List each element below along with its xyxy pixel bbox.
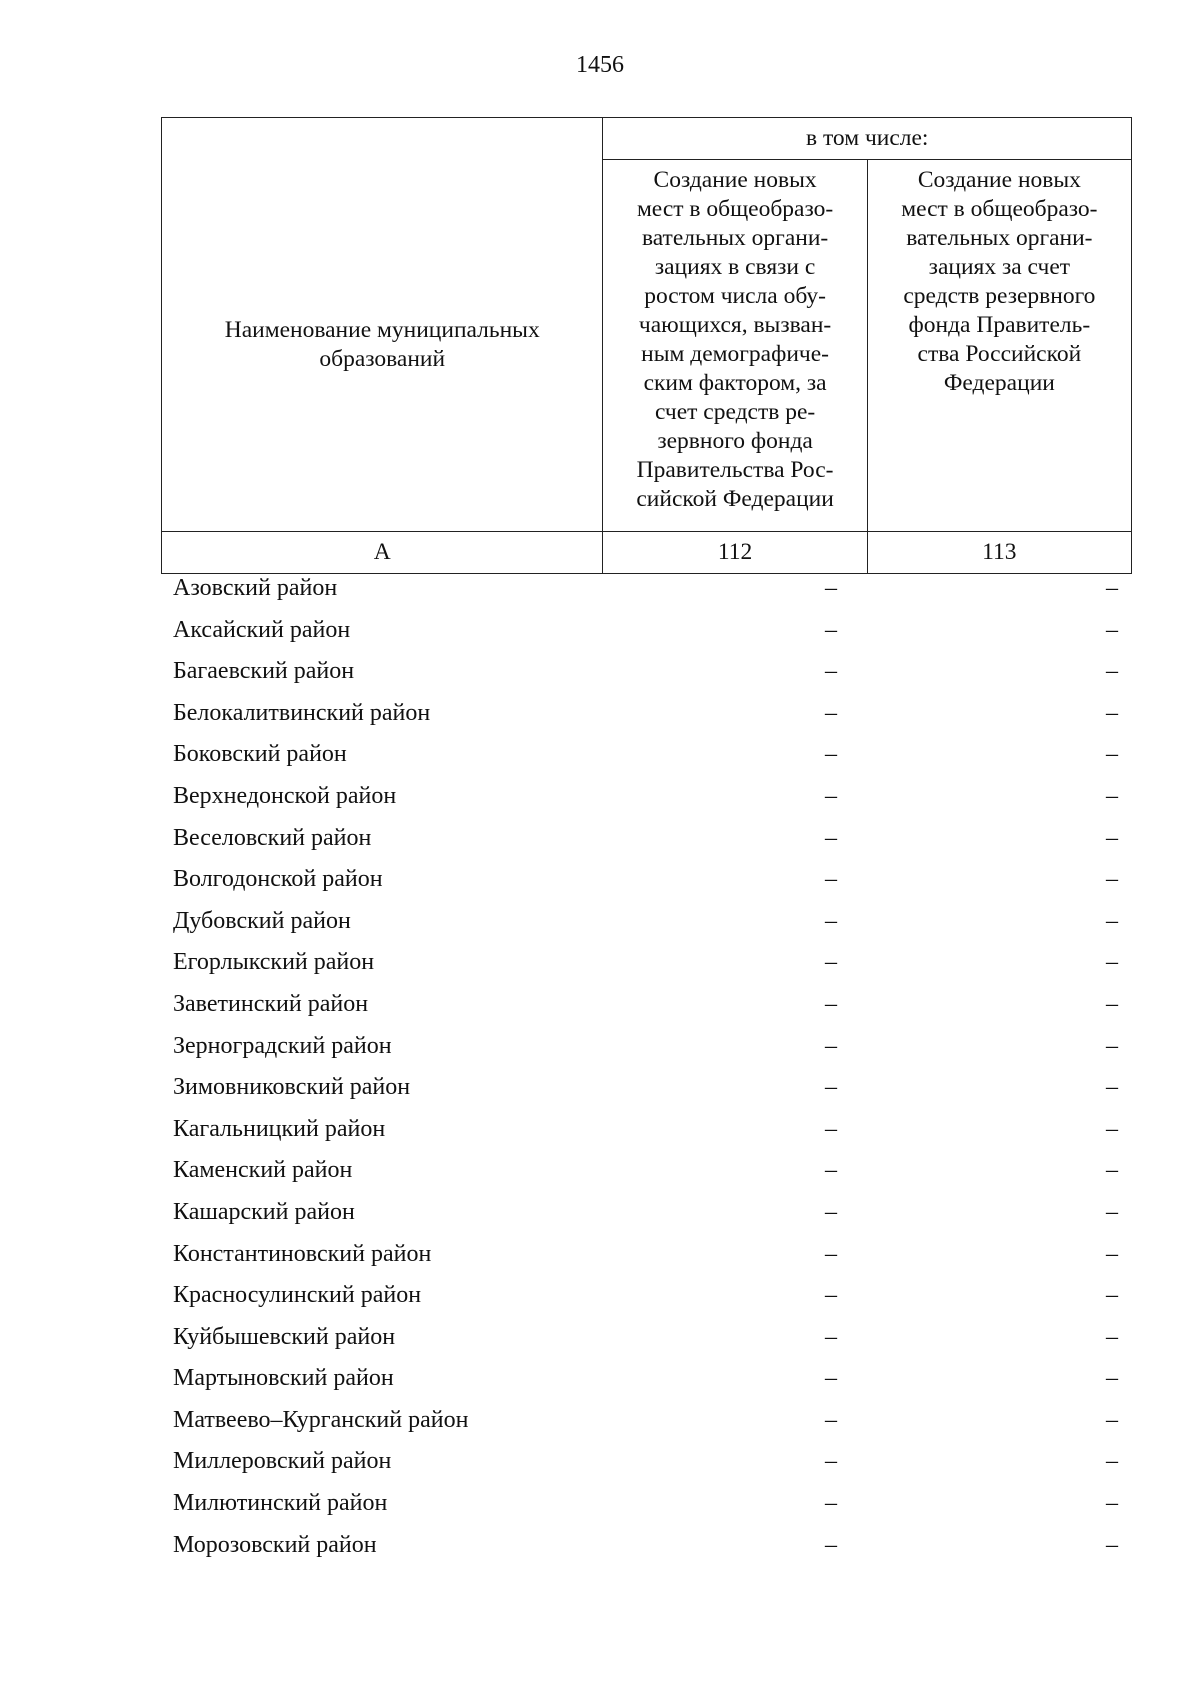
column-header-112: Создание новых мест в общеобразо- вательных органи- зациях в связи с ростом числа обу- чающихся, вызван- ным демографиче- ским фактором, за счет средств ре- зервного фонда Правительства Рос- сийской Федерации — [603, 160, 867, 532]
value-112: – — [825, 1531, 837, 1558]
value-113: – — [1106, 1531, 1118, 1558]
value-113: – — [1106, 1323, 1118, 1350]
value-113: – — [1106, 990, 1118, 1017]
municipality-name: Егорлыкский район — [173, 949, 375, 976]
value-112: – — [825, 990, 837, 1017]
table-row — [161, 1234, 1132, 1276]
table-row — [161, 1026, 1132, 1068]
municipality-name: Милютинский район — [173, 1490, 388, 1517]
value-112: – — [825, 782, 837, 809]
municipality-name: Зерноградский район — [173, 1032, 392, 1059]
value-113: – — [1106, 1032, 1118, 1059]
table-row — [161, 1483, 1132, 1525]
municipality-name: Константиновский район — [173, 1240, 432, 1267]
table-row — [161, 610, 1132, 652]
value-113: – — [1106, 1365, 1118, 1392]
municipality-name: Миллеровский район — [173, 1448, 392, 1475]
value-113: – — [1106, 1240, 1118, 1267]
column-index-a: А — [162, 532, 603, 574]
municipality-name: Красносулинский район — [173, 1282, 422, 1309]
table-row — [161, 1317, 1132, 1359]
table-header — [161, 117, 1132, 574]
table-row — [161, 1275, 1132, 1317]
municipality-name: Заветинский район — [173, 990, 369, 1017]
table-row — [161, 734, 1132, 776]
column-index-113: 113 — [867, 532, 1131, 574]
value-112: – — [825, 866, 837, 893]
value-112: – — [825, 1115, 837, 1142]
value-113: – — [1106, 1448, 1118, 1475]
table-row — [161, 1192, 1132, 1234]
value-112: – — [825, 699, 837, 726]
value-112: – — [825, 1282, 837, 1309]
value-112: – — [825, 907, 837, 934]
municipality-name: Зимовниковский район — [173, 1074, 411, 1101]
value-112: – — [825, 616, 837, 643]
value-112: – — [825, 824, 837, 851]
table-row — [161, 1400, 1132, 1442]
value-113: – — [1106, 866, 1118, 893]
value-113: – — [1106, 699, 1118, 726]
municipality-name: Аксайский район — [173, 616, 351, 643]
municipality-name: Боковский район — [173, 741, 347, 768]
table-row — [161, 818, 1132, 860]
municipality-name: Веселовский район — [173, 824, 372, 851]
municipality-name: Куйбышевский район — [173, 1323, 396, 1350]
value-113: – — [1106, 1157, 1118, 1184]
table-row — [161, 568, 1132, 610]
table-row — [161, 942, 1132, 984]
municipality-name: Мартыновский район — [173, 1365, 394, 1392]
value-113: – — [1106, 1198, 1118, 1225]
value-112: – — [825, 1032, 837, 1059]
value-112: – — [825, 575, 837, 601]
municipality-name: Каменский район — [173, 1157, 353, 1184]
table-row — [161, 693, 1132, 735]
municipality-name: Азовский район — [173, 575, 338, 601]
table-row — [161, 776, 1132, 818]
value-113: – — [1106, 824, 1118, 851]
municipality-name: Багаевский район — [173, 658, 355, 685]
municipality-name: Белокалитвинский район — [173, 699, 431, 726]
table-row — [161, 1525, 1132, 1567]
table-row — [161, 859, 1132, 901]
municipality-name: Кашарский район — [173, 1198, 355, 1225]
value-113: – — [1106, 949, 1118, 976]
column-group-header: в том числе: — [603, 118, 1132, 160]
table-body — [161, 568, 1132, 1566]
value-112: – — [825, 658, 837, 685]
table-row — [161, 984, 1132, 1026]
value-112: – — [825, 1406, 837, 1433]
value-112: – — [825, 1198, 837, 1225]
value-113: – — [1106, 1406, 1118, 1433]
value-112: – — [825, 1490, 837, 1517]
value-113: – — [1106, 1115, 1118, 1142]
value-112: – — [825, 1157, 837, 1184]
value-112: – — [825, 1074, 837, 1101]
table-row — [161, 1441, 1132, 1483]
table-row — [161, 1150, 1132, 1192]
municipality-name: Кагальницкий район — [173, 1115, 386, 1142]
column-header-113: Создание новых мест в общеобразо- вательных органи- зациях за счет средств резервного фонда Правитель- ства Российской Федерации — [867, 160, 1131, 532]
municipality-name: Морозовский район — [173, 1531, 377, 1558]
value-113: – — [1106, 575, 1118, 601]
value-113: – — [1106, 907, 1118, 934]
page-number: 1456 — [576, 52, 624, 78]
column-index-112: 112 — [603, 532, 867, 574]
value-113: – — [1106, 1490, 1118, 1517]
value-112: – — [825, 1323, 837, 1350]
value-112: – — [825, 1448, 837, 1475]
value-113: – — [1106, 1074, 1118, 1101]
table-row — [161, 1109, 1132, 1151]
value-113: – — [1106, 741, 1118, 768]
value-113: – — [1106, 1282, 1118, 1309]
value-112: – — [825, 741, 837, 768]
municipality-name: Дубовский район — [173, 907, 351, 934]
municipality-name: Матвеево–Курганский район — [173, 1406, 469, 1433]
value-113: – — [1106, 616, 1118, 643]
value-112: – — [825, 1240, 837, 1267]
column-header-name: Наименование муниципальных образований — [162, 118, 603, 532]
value-112: – — [825, 949, 837, 976]
table-row — [161, 651, 1132, 693]
table-row — [161, 901, 1132, 943]
municipality-name: Волгодонской район — [173, 866, 383, 893]
municipality-name: Верхнедонской район — [173, 782, 397, 809]
table-row — [161, 1067, 1132, 1109]
value-112: – — [825, 1365, 837, 1392]
value-113: – — [1106, 782, 1118, 809]
table-row — [161, 1358, 1132, 1400]
value-113: – — [1106, 658, 1118, 685]
